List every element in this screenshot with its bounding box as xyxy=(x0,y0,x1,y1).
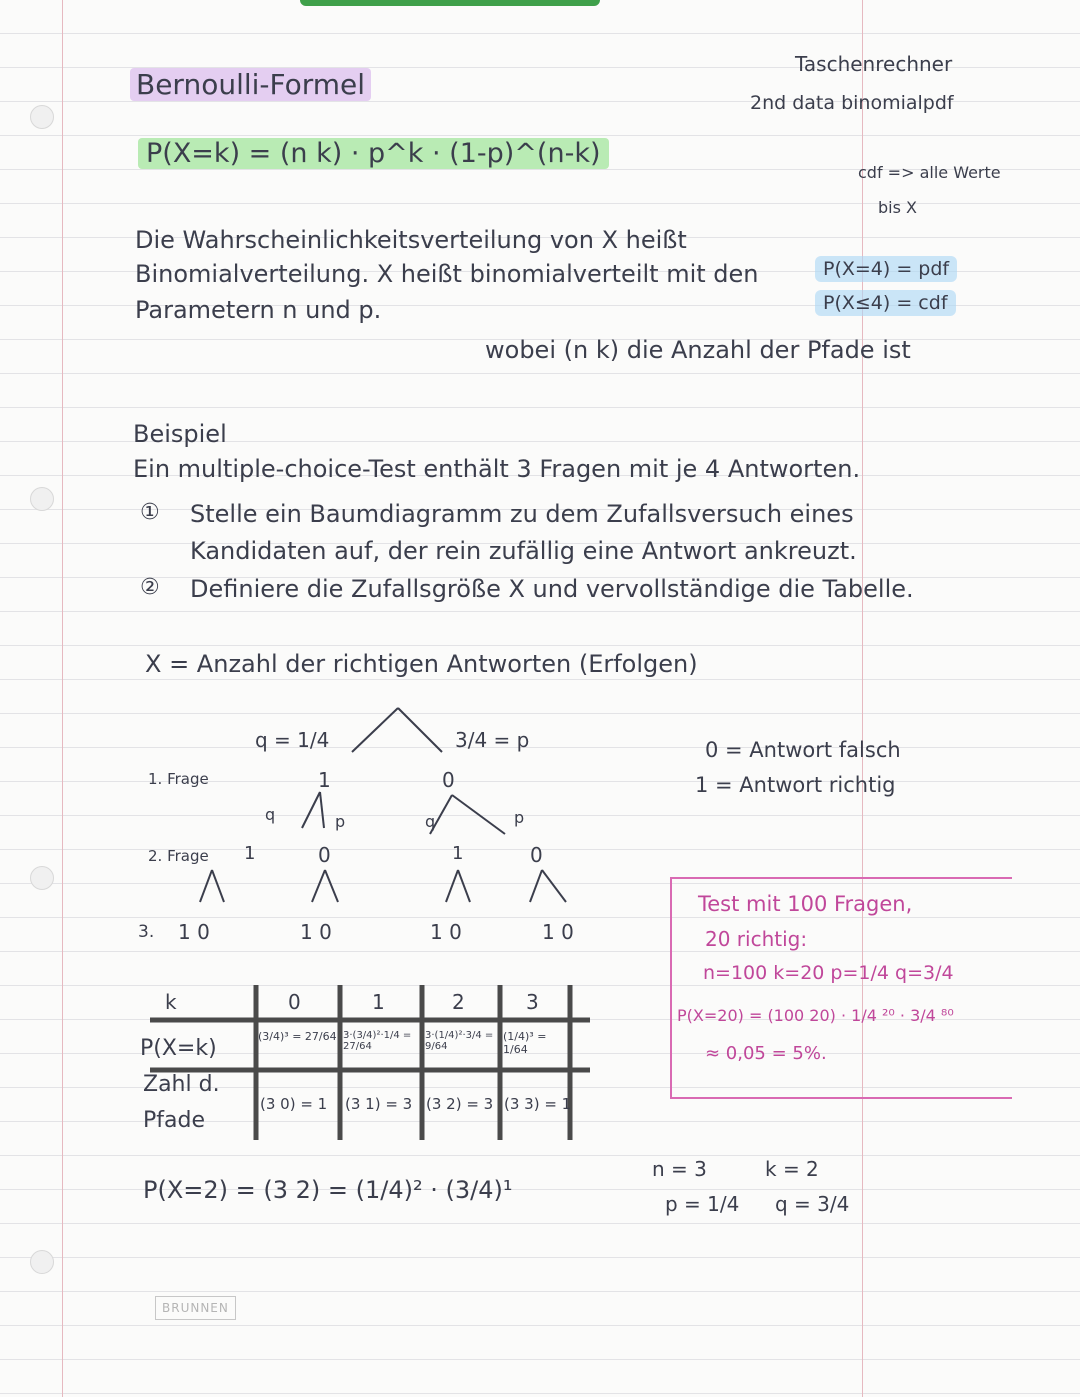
k-value: k = 2 xyxy=(765,1157,819,1181)
table-paths-cell: (3 0) = 1 xyxy=(260,1095,328,1113)
definition-line-1: Die Wahrscheinlichkeitsverteilung von X heißt xyxy=(135,226,687,254)
table-paths-cell: (3 2) = 3 xyxy=(426,1095,494,1113)
tree-q-label: q = 1/4 xyxy=(255,728,330,752)
task-2-text: Definiere die Zufallsgröße X und vervollständige die Tabelle. xyxy=(190,575,914,603)
table-paths-cell: (3 1) = 3 xyxy=(345,1095,413,1113)
tree-node: 0 xyxy=(530,843,543,867)
pink-box-title: Test mit 100 Fragen, xyxy=(698,892,913,916)
table-paths-cell: (3 3) = 1 xyxy=(504,1095,572,1113)
tree-branch-label: q xyxy=(425,812,436,831)
table-prob-cell: 3·(3/4)²·1/4 = 27/64 xyxy=(343,1030,412,1052)
task-2-number: ② xyxy=(140,575,160,600)
pink-box-line-4: P(X=20) = (100 20) · 1/4 ²⁰ · 3/4 ⁸⁰ xyxy=(677,1006,954,1025)
level-1-label: 1. Frage xyxy=(148,770,209,788)
task-1-line-2: Kandidaten auf, der rein zufällig eine Antwort ankreuzt. xyxy=(190,537,857,565)
brand-logo: BRUNNEN xyxy=(155,1296,236,1320)
table-k-value: 1 xyxy=(372,990,385,1014)
table-header-prob: P(X=k) xyxy=(140,1036,217,1061)
task-1-line-1: Stelle ein Baumdiagramm zu dem Zufallsversuch eines xyxy=(190,500,854,528)
table-k-value: 0 xyxy=(288,990,301,1014)
tree-node: 1 xyxy=(244,843,256,864)
calculator-keys: 2nd data binomialpdf xyxy=(750,92,954,114)
cdf-note-1: cdf => alle Werte xyxy=(858,163,1001,182)
tree-leaf: 1 0 xyxy=(300,920,332,944)
tree-p-label: 3/4 = p xyxy=(455,728,530,752)
calculator-title: Taschenrechner xyxy=(795,52,953,76)
pink-box-line-5: ≈ 0,05 = 5%. xyxy=(705,1043,827,1064)
cdf-note-2: bis X xyxy=(878,198,917,217)
cdf-note: P(X≤4) = cdf xyxy=(815,292,956,314)
table-header-k: k xyxy=(165,990,177,1014)
page-title: Bernoulli-Formel xyxy=(130,68,371,101)
tree-branch-label: p xyxy=(335,812,346,831)
definition-line-3: Parametern n und p. xyxy=(135,296,382,324)
legend-zero: 0 = Antwort falsch xyxy=(705,738,901,762)
tree-branch-label: p xyxy=(514,808,525,827)
example-equation: P(X=2) = (3 2) = (1/4)² · (3/4)¹ xyxy=(143,1176,513,1204)
table-prob-cell: 3·(1/4)²·3/4 = 9/64 xyxy=(425,1030,494,1052)
table-prob-cell: (1/4)³ = 1/64 xyxy=(503,1030,547,1056)
tree-leaf: 1 0 xyxy=(542,920,574,944)
n-value: n = 3 xyxy=(652,1157,707,1181)
tree-leaf: 1 0 xyxy=(178,920,210,944)
level-2-label: 2. Frage xyxy=(148,847,209,865)
pink-box-line-2: 20 richtig: xyxy=(705,927,808,951)
table-k-value: 3 xyxy=(526,990,539,1014)
q-value: q = 3/4 xyxy=(775,1192,850,1216)
p-value: p = 1/4 xyxy=(665,1192,740,1216)
level-3-label: 3. xyxy=(138,922,155,942)
paths-note: wobei (n k) die Anzahl der Pfade ist xyxy=(485,336,911,364)
pink-box-line-3: n=100 k=20 p=1/4 q=3/4 xyxy=(703,962,954,984)
pdf-note: P(X=4) = pdf xyxy=(815,258,957,280)
legend-one: 1 = Antwort richtig xyxy=(695,773,896,797)
random-variable-definition: X = Anzahl der richtigen Antworten (Erfolgen) xyxy=(145,650,698,678)
bernoulli-formula: P(X=k) = (n k) · p^k · (1-p)^(n-k) xyxy=(138,138,609,169)
tree-node: 0 xyxy=(442,768,455,792)
task-1-number: ① xyxy=(140,500,160,525)
tree-node: 1 xyxy=(452,843,464,864)
example-text: Ein multiple-choice-Test enthält 3 Fragen mit je 4 Antworten. xyxy=(133,455,861,483)
table-k-value: 2 xyxy=(452,990,465,1014)
tree-node: 0 xyxy=(318,843,331,867)
tree-branch-label: q xyxy=(265,805,276,824)
definition-line-2: Binomialverteilung. X heißt binomialverteilt mit den xyxy=(135,260,759,288)
table-header-paths-1: Zahl d. xyxy=(143,1072,220,1097)
example-heading: Beispiel xyxy=(133,420,227,448)
table-prob-cell: (3/4)³ = 27/64 xyxy=(258,1030,337,1043)
tree-node: 1 xyxy=(318,768,331,792)
tree-leaf: 1 0 xyxy=(430,920,462,944)
table-header-paths-2: Pfade xyxy=(143,1108,205,1133)
